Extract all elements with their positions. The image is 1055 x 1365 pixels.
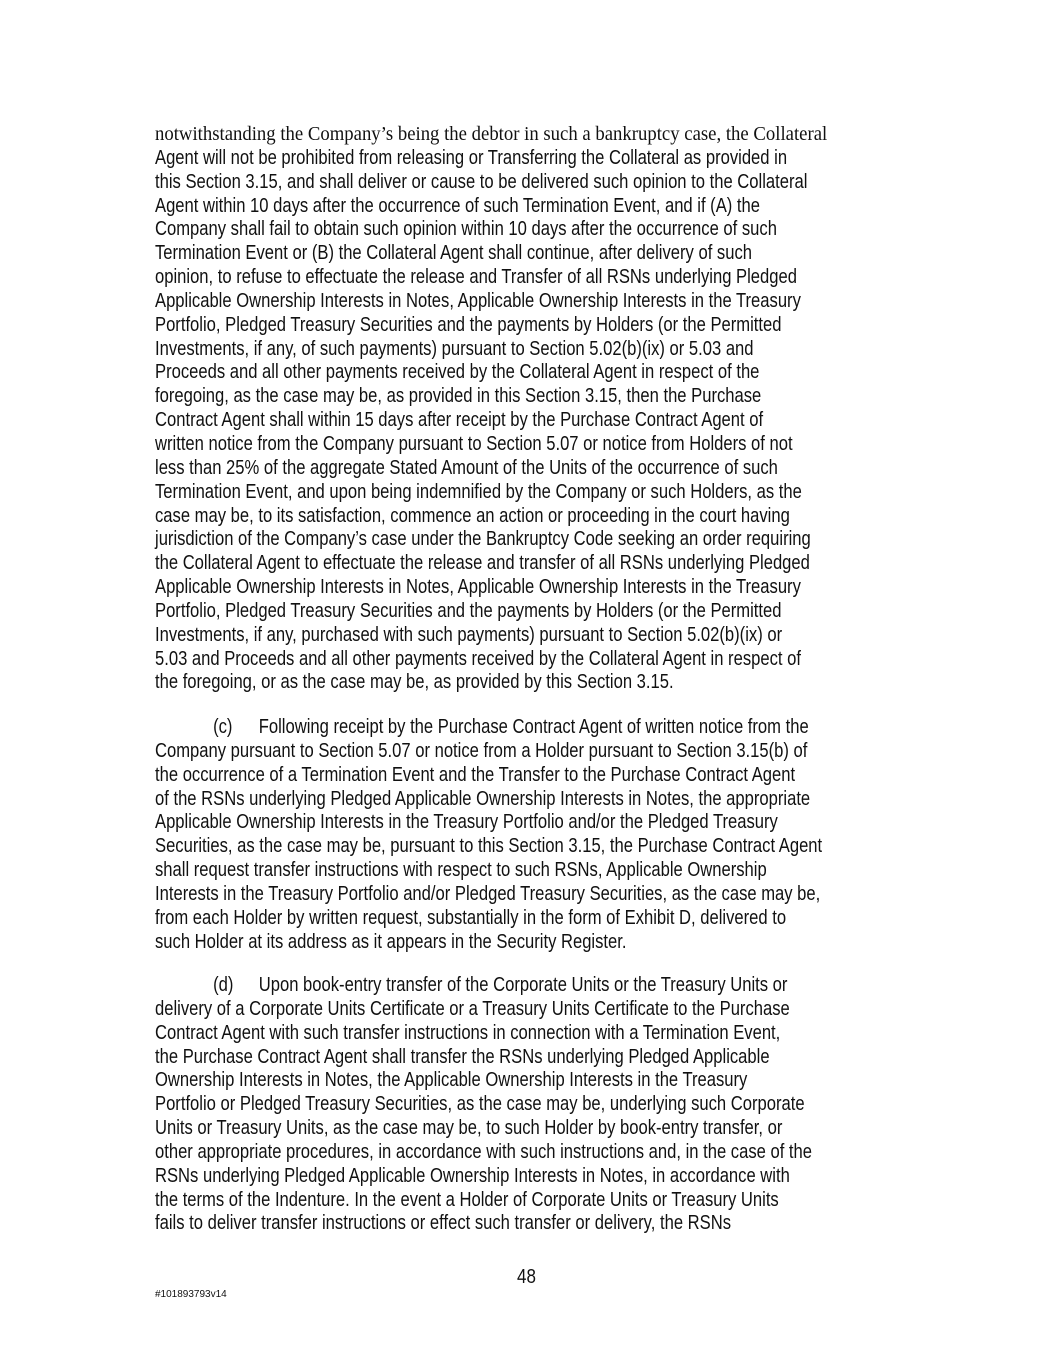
text-line [155,1212,786,1236]
text-line [155,266,797,290]
text-line [155,811,786,835]
text-line [155,170,808,195]
paragraph-label: (c) [213,716,233,738]
text-line [155,218,786,242]
line-text: Securities, as the case may be, pursuant to this Section 3.15, the Purchase Contract Agent [155,835,823,858]
line-text: Interests in the Treasury Portfolio and/or Pledged Treasury Securities, as the case may be, [155,882,821,905]
line-text: Contract Agent shall within 15 days after receipt by the Purchase Contract Agent of [155,409,764,432]
text-line [155,409,786,433]
text-line [155,671,786,695]
text-line [155,859,786,883]
line-text: Applicable Ownership Interests in Notes, Applicable Ownership Interests in the Treasury [155,289,801,312]
text-line [155,997,790,1022]
text-line [155,385,786,409]
page-number: 48 [517,1266,536,1288]
line-text: of the RSNs underlying Pledged Applicable Ownership Interests in Notes, the appropriate [155,787,811,810]
text-line [155,1046,786,1070]
paragraph-d [155,974,915,1236]
line-text: other appropriate procedures, in accordance with such instructions and, in the case of the [155,1140,813,1163]
line-text: opinion, to refuse to effectuate the release and Transfer of all RSNs underlying Pledged [155,266,797,289]
line-text: Upon book-entry transfer of the Corporate Units or the Treasury Units or [258,974,788,996]
text-line [155,576,801,600]
line-text: Portfolio, Pledged Treasury Securities and the payments by Holders (or the Permitted [155,313,782,336]
line-text: jurisdiction of the Company’s case under the Bankruptcy Code seeking an order requiring [155,528,811,551]
text-line [155,787,811,812]
text-line [155,552,810,576]
line-text: Applicable Ownership Interests in Notes, Applicable Ownership Interests in the Treasury [155,576,801,599]
text-line [155,1093,805,1117]
text-line [155,647,801,672]
line-text: Applicable Ownership Interests in the Treasury Portfolio and/or the Pledged Treasury [155,811,778,834]
line-text: Company pursuant to Section 5.07 or notice from a Holder pursuant to Section 3.15(b) of [155,739,808,762]
line-text: shall request transfer instructions with respect to such RSNs, Applicable Ownership [155,859,767,882]
line-text: foregoing, as the case may be, as provided in this Section 3.15, then the Purchase [155,385,762,408]
text-line [155,1164,790,1189]
text-line [155,907,786,931]
line-text: the foregoing, or as the case may be, as provided by this Section 3.15. [155,671,674,694]
line-text: the occurrence of a Termination Event and the Transfer to the Purchase Contract Agent [155,763,796,786]
line-text: notwithstanding the Company’s being the debtor in such a bankruptcy case, the Collateral [155,124,828,145]
line-text: such Holder at its address as it appears in the Security Register. [155,930,627,953]
line-text: Following receipt by the Purchase Contract Agent of written notice from the [258,716,809,738]
text-line [155,739,808,764]
text-line [155,338,786,362]
line-text: from each Holder by written request, substantially in the form of Exhibit D, delivered to [155,906,787,929]
line-text: RSNs underlying Pledged Applicable Ownership Interests in Notes, in accordance with [155,1164,790,1187]
line-text: 5.03 and Proceeds and all other payments received by the Collateral Agent in respect of [155,647,801,670]
text-line [155,242,786,266]
text-line [155,1140,813,1165]
text-line [155,1069,786,1093]
line-text: Termination Event or (B) the Collateral Agent shall continue, after delivery of such [155,242,752,265]
text-line [155,974,786,998]
text-line [155,624,786,648]
paragraph-label: (d) [213,974,234,996]
line-text: Ownership Interests in Notes, the Applicable Ownership Interests in the Treasury [155,1069,748,1092]
text-line [155,1189,786,1213]
text-line [155,147,786,171]
line-text: written notice from the Company pursuant to Section 5.07 or notice from Holders of not [155,432,793,455]
line-text: Investments, if any, purchased with such payments) pursuant to Section 5.02(b)(ix) or [155,623,783,646]
line-text: Units or Treasury Units, as the case may be, to such Holder by book-entry transfer, or [155,1117,783,1140]
line-text: less than 25% of the aggregate Stated Amount of the Units of the occurrence of such [155,456,778,479]
text-line [155,457,786,481]
line-text: Termination Event, and upon being indemnified by the Company or such Holders, as the [155,480,802,503]
paragraph-continuation [155,123,915,695]
text-line [155,123,885,147]
text-line [155,480,802,505]
paragraph-c [155,716,915,954]
line-text: the terms of the Indenture. In the event a Holder of Corporate Units or Treasury Units [155,1188,779,1211]
line-text: case may be, to its satisfaction, commence an action or proceeding in the court having [155,504,790,527]
line-text: Investments, if any, of such payments) pursuant to Section 5.02(b)(ix) or 5.03 and [155,337,754,360]
text-line [155,314,786,338]
line-text: the Collateral Agent to effectuate the release and transfer of all RSNs underlying Pledged [155,552,810,575]
line-text: this Section 3.15, and shall deliver or cause to be delivered such opinion to the Collateral [155,170,808,193]
text-line [155,361,786,385]
line-text: fails to deliver transfer instructions or effect such transfer or delivery, the RSNs [155,1212,732,1235]
line-text: Agent will not be prohibited from releasing or Transferring the Collateral as provided in [155,146,788,169]
text-line [155,195,786,219]
text-line [155,432,793,457]
text-line [155,289,801,314]
text-line [155,763,796,788]
line-text: delivery of a Corporate Units Certificate or a Treasury Units Certificate to the Purchase [155,997,790,1020]
line-text: Proceeds and all other payments received by the Collateral Agent in respect of the [155,361,760,384]
line-text: Portfolio or Pledged Treasury Securities, as the case may be, underlying such Corporate [155,1093,805,1116]
text-line [155,504,790,529]
text-line [155,882,821,907]
text-line [155,835,823,859]
text-line [155,1022,786,1046]
text-line [155,600,786,624]
line-text: Agent within 10 days after the occurrence of such Termination Event, and if (A) the [155,194,761,217]
line-text: the Purchase Contract Agent shall transfer the RSNs underlying Pledged Applicable [155,1045,770,1068]
line-text: Company shall fail to obtain such opinion within 10 days after the occurrence of such [155,218,777,241]
text-line [155,528,811,552]
line-text: Contract Agent with such transfer instructions in connection with a Termination Event, [155,1021,781,1044]
line-text: Portfolio, Pledged Treasury Securities and the payments by Holders (or the Permitted [155,599,782,622]
text-line [155,931,786,955]
text-line [155,716,809,740]
document-id: #101893793v14 [155,1289,227,1300]
text-line [155,1117,786,1141]
